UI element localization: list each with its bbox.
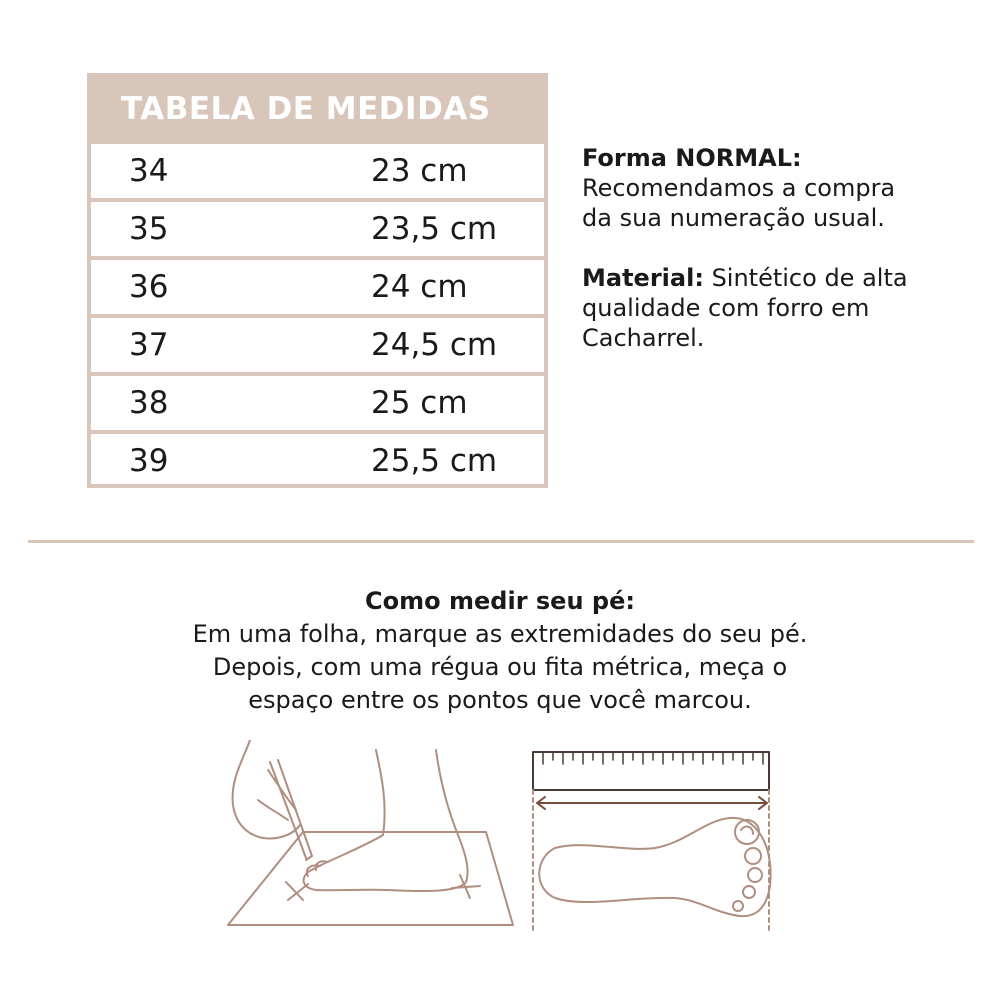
size-table xyxy=(87,73,548,488)
foot-marking-illustration xyxy=(208,740,518,930)
toe-print xyxy=(743,886,755,898)
foot-outline xyxy=(304,750,468,891)
how-to-title: Como medir seu pé: xyxy=(365,587,635,615)
how-to-line: Em uma folha, marque as extremidades do seu pé. xyxy=(192,620,808,648)
size-cell: 37 xyxy=(129,327,169,363)
table-title: TABELA DE MEDIDAS xyxy=(91,77,544,140)
paper-sheet xyxy=(228,832,513,925)
finger-line xyxy=(268,770,296,810)
length-cell: 25 cm xyxy=(371,385,468,421)
forma-info xyxy=(582,143,912,233)
material-text: Sintético de alta qualidade com forro em Cacharrel. xyxy=(582,264,908,352)
size-cell: 38 xyxy=(129,385,169,421)
length-cell: 24,5 cm xyxy=(371,327,498,363)
how-to-line: Depois, com uma régua ou fita métrica, meça o xyxy=(212,653,788,681)
how-to-line: espaço entre os pontos que você marcou. xyxy=(248,686,752,714)
table-row xyxy=(91,140,544,198)
length-cell: 23 cm xyxy=(371,153,468,189)
section-divider xyxy=(28,540,974,543)
table-row xyxy=(91,430,544,488)
table-row xyxy=(91,256,544,314)
toe-print xyxy=(748,868,762,882)
length-cell: 24 cm xyxy=(371,269,468,305)
pen-outline xyxy=(270,760,312,860)
toe-nail xyxy=(741,827,753,834)
ruler-ticks xyxy=(543,752,763,764)
toe-print xyxy=(745,848,761,864)
finger-line xyxy=(258,800,288,820)
hand-outline xyxy=(233,740,300,838)
material-label: Material: xyxy=(582,264,704,292)
size-cell: 34 xyxy=(129,153,169,189)
length-cell: 23,5 cm xyxy=(371,211,498,247)
toe-print xyxy=(733,901,743,911)
table-row xyxy=(91,372,544,430)
size-cell: 36 xyxy=(129,269,169,305)
size-cell: 39 xyxy=(129,443,169,479)
length-cell: 25,5 cm xyxy=(371,443,498,479)
ruler-footprint-illustration xyxy=(525,748,777,933)
product-info xyxy=(582,143,912,383)
forma-text: Recomendamos a compra da sua numeração usual. xyxy=(582,174,896,232)
toe-print xyxy=(735,820,759,844)
material-info xyxy=(582,263,912,353)
measure-arrow xyxy=(537,797,767,809)
forma-label: Forma NORMAL: xyxy=(582,144,802,172)
table-row xyxy=(91,314,544,372)
table-row xyxy=(91,198,544,256)
size-cell: 35 xyxy=(129,211,169,247)
how-to-measure xyxy=(80,585,920,717)
